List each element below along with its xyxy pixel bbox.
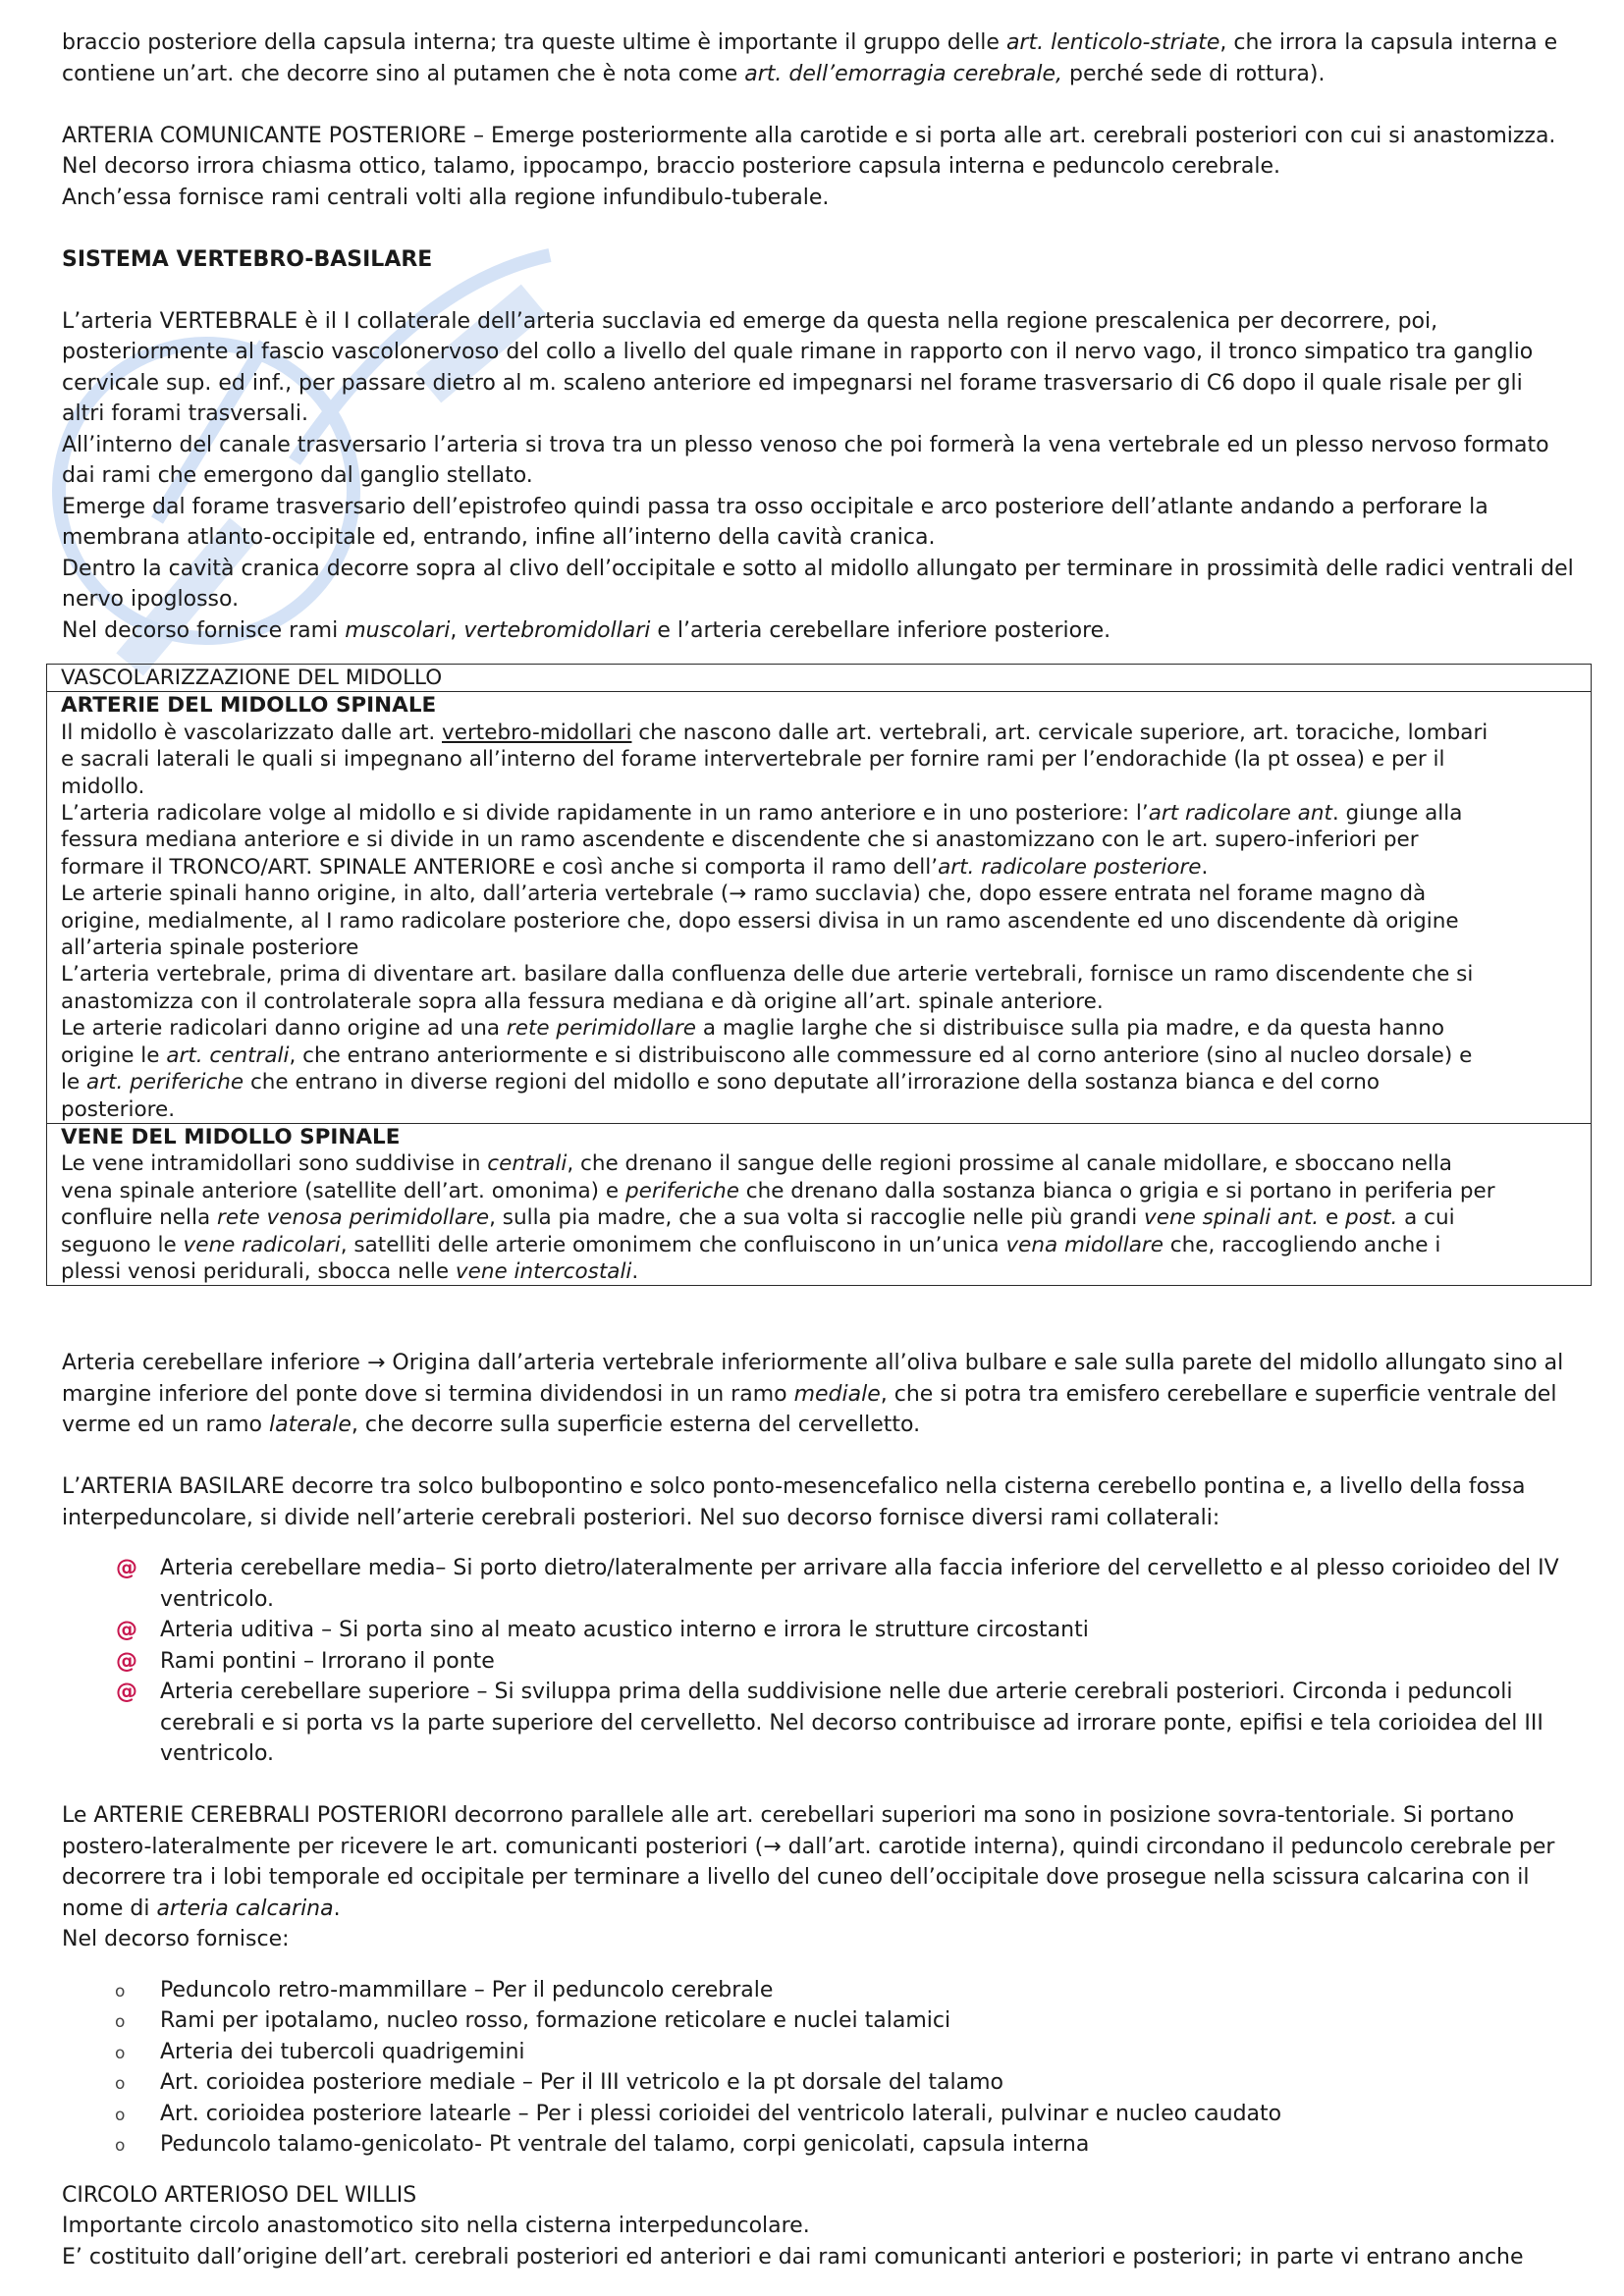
vene-cell — [47, 1123, 1591, 1285]
vertebro-line: Dentro la cavità cranica decorre sopra al clivo dell’occipitale e sotto al midollo allungato per terminare in prossimità delle radici ventrali del — [62, 556, 1574, 581]
posteriori-line: Le ARTERIE CEREBRALI POSTERIORI decorrono parallele alle art. cerebellari superiori ma sono in posizione sovra-tentoriale. Si portano — [62, 1803, 1515, 1829]
table-line: L’arteria radicolare volge al midollo e si divide rapidamente in un ramo anteriore e in uno posteriore: l’art radicolare ant. giunge alla — [61, 801, 1463, 827]
table-line: confluire nella rete venosa perimidollare, sulla pia madre, che a sua volta si raccoglie nelle più grandi vene spinali ant. e post. a cui — [61, 1205, 1455, 1231]
table-line: all’arteria spinale posteriore — [61, 935, 359, 961]
table-line: anastomizza con il controlaterale sopra alla fessura mediana e dà origine all’art. spinale anteriore. — [61, 988, 1104, 1014]
list-item: o Rami per ipotalamo, nucleo rosso, formazione reticolare e nuclei talamici — [62, 2005, 1607, 2037]
intro-line: braccio posteriore della capsula interna; tra queste ultime è importante il gruppo delle art. lenticolo-striate, che irrora la capsula interna e — [62, 30, 1558, 55]
table-title: VASCOLARIZZAZIONE DEL MIDOLLO — [61, 666, 443, 690]
posteriori-bullet-list — [62, 1975, 1607, 2161]
table-line: vena spinale anteriore (satellite dell’art. omonima) e periferiche che drenano dalla sostanza bianca o grigia e si portano in periferia per — [61, 1178, 1495, 1203]
willis-heading: CIRCOLO ARTERIOSO DEL WILLIS — [62, 2182, 417, 2208]
vertebro-line: dai rami che emergono dal ganglio stellato. — [62, 463, 533, 488]
vertebro-line: cervicale sup. ed inf., per passare dietro al m. scaleno anteriore ed impegnarsi nel forame trasversario di C6 dopo il quale risale per gli — [62, 370, 1523, 396]
cerebellare-line: verme ed un ramo laterale, che decorre sulla superficie esterna del cervelletto. — [62, 1413, 921, 1438]
arterie-cell — [47, 691, 1591, 1123]
list-item: o Peduncolo retro-mammillare – Per il peduncolo cerebrale — [62, 1975, 1607, 2006]
comunicante-line: Anch’essa fornisce rami centrali volti alla regione infundibulo-tuberale. — [62, 185, 830, 210]
circle-bullet-icon: o — [115, 1981, 126, 2002]
table-title-cell — [47, 665, 1591, 691]
circle-bullet-icon: o — [115, 2012, 126, 2033]
table-line: origine le art. centrali, che entrano anteriormente e si distribuiscono alle commessure ed al corno anteriore (sino al nucleo dorsale) e — [61, 1042, 1473, 1068]
cerebellare-line: Arteria cerebellare inferiore → Origina dall’arteria vertebrale inferiormente all’oliva bulbare e sale sulla parete del midollo allungato sino al — [62, 1351, 1564, 1376]
arterie-heading: ARTERIE DEL MIDOLLO SPINALE — [61, 693, 437, 719]
comunicante-line: ARTERIA COMUNICANTE POSTERIORE – Emerge posteriormente alla carotide e si porta alle art. cerebrali posteriori con cui si anastomizza. — [62, 123, 1556, 148]
table-line: fessura mediana anteriore e si divide in un ramo ascendente e discendente che si anastomizzano con le art. supero-inferiori per — [61, 828, 1419, 853]
circle-bullet-icon: o — [115, 2136, 126, 2157]
list-item: o Art. corioidea posteriore mediale – Per il III vetricolo e la pt dorsale del talamo — [62, 2067, 1607, 2099]
circle-bullet-icon: o — [115, 2074, 126, 2095]
posteriori-line: decorrere tra i lobi temporale ed occipitale per terminare a livello del cuneo dell’occipitale dove prosegue nella scissura calcarina con il — [62, 1865, 1530, 1891]
list-item: o Peduncolo talamo-genicolato- Pt ventrale del talamo, corpi genicolati, capsula interna — [62, 2129, 1607, 2161]
table-line: Le arterie radicolari danno origine ad una rete perimidollare a maglie larghe che si distribuisce sulla pia madre, e da questa hanno — [61, 1016, 1445, 1041]
vertebro-line: nervo ipoglosso. — [62, 587, 240, 612]
table-line: Il midollo è vascolarizzato dalle art. vertebro-midollari che nascono dalle art. vertebrali, art. cervicale superiore, art. toraciche, lombari — [61, 720, 1489, 745]
posteriori-line: Nel decorso fornisce: — [62, 1927, 290, 1952]
table-line: plessi venosi peridurali, sbocca nelle vene intercostali. — [61, 1258, 639, 1284]
vertebro-line: Nel decorso fornisce rami muscolari, vertebromidollari e l’arteria cerebellare inferiore posteriore. — [62, 617, 1111, 643]
table-line: e sacrali laterali le quali si impegnano all’interno del forame intervertebrale per fornire rami per l’endorachide (la pt ossea) e per il — [61, 747, 1445, 773]
circle-bullet-icon: o — [115, 2105, 126, 2125]
list-item: @ Arteria cerebellare media– Si porto dietro/lateralmente per arrivare alla faccia inferiore del cervelletto e al plesso corioideo del IV ventricolo. — [62, 1553, 1607, 1615]
posteriori-line: nome di arteria calcarina. — [62, 1896, 341, 1921]
vertebro-line: posteriormente al fascio vascolonervoso del collo a livello del quale rimane in rapporto con il nervo vago, il tronco simpatico tra ganglio — [62, 340, 1534, 364]
list-item: o Art. corioidea posteriore latearle – Per i plessi corioidei del ventricolo laterali, pulvinar e nucleo caudato — [62, 2099, 1607, 2130]
posteriori-line: postero-lateralmente per ricevere le art. comunicanti posteriori (→ dall’art. carotide interna), quindi circondano il peduncolo cerebrale per — [62, 1834, 1555, 1859]
basilare-line: L’ARTERIA BASILARE decorre tra solco bulbopontino e solco ponto-mesencefalico nella cisterna cerebello pontina e, a livello della fossa — [62, 1474, 1526, 1500]
table-line: origine, medialmente, al I ramo radicolare posteriore che, dopo essersi divisa in un ramo ascendente ed uno discendente dà origine — [61, 908, 1459, 934]
table-line: le art. periferiche che entrano in diverse regioni del midollo e sono deputate all’irrorazione della sostanza bianca e del corno — [61, 1070, 1380, 1095]
table-line: posteriore. — [61, 1096, 176, 1122]
vertebro-line: All’interno del canale trasversario l’arteria si trova tra un plesso venoso che poi formerà la vena vertebrale ed un plesso nervoso formato — [62, 432, 1549, 457]
at-bullet-icon: @ — [116, 1618, 137, 1643]
list-item: o Arteria dei tubercoli quadrigemini — [62, 2037, 1607, 2068]
midollo-table — [46, 664, 1592, 1286]
vertebro-line: L’arteria VERTEBRALE è il I collaterale dell’arteria succlavia ed emerge da questa nella regione prescalenica per decorrere, poi, — [62, 308, 1438, 334]
at-bullet-icon: @ — [116, 1680, 137, 1705]
table-line: Le arterie spinali hanno origine, in alto, dall’arteria vertebrale (→ ramo succlavia) che, dopo essere entrata nel forame magno dà — [61, 881, 1427, 907]
willis-line: E’ costituito dall’origine dell’art. cerebrali posteriori ed anteriori e dai rami comunicanti anteriori e posteriori; in parte vi entrano anche — [62, 2244, 1524, 2269]
document-page — [62, 27, 1607, 2272]
at-bullet-icon: @ — [116, 1556, 137, 1581]
cerebellare-line: margine inferiore del ponte dove si termina dividendosi in un ramo mediale, che si potra tra emisfero cerebellare e superficie ventrale del — [62, 1381, 1557, 1407]
circle-bullet-icon: o — [115, 2043, 126, 2063]
basilare-line: interpeduncolare, si divide nell’arterie cerebrali posteriori. Nel suo decorso fornisce diversi rami collaterali: — [62, 1505, 1220, 1530]
vertebro-line: membrana atlanto-occipitale ed, entrando, infine all’interno della cavità cranica. — [62, 525, 936, 550]
table-line: Le vene intramidollari sono suddivise in centrali, che drenano il sangue delle regioni prossime al canale midollare, e sboccano nella — [61, 1151, 1452, 1177]
table-line: midollo. — [61, 774, 145, 799]
vertebro-line: altri forami trasversali. — [62, 401, 309, 426]
table-line: formare il TRONCO/ART. SPINALE ANTERIORE e così anche si comporta il ramo dell’art. radicolare posteriore. — [61, 854, 1209, 880]
intro-line: contiene un’art. che decorre sino al putamen che è nota come art. dell’emorragia cerebrale, perché sede di rottura). — [62, 61, 1326, 86]
section-heading: SISTEMA VERTEBRO-BASILARE — [62, 246, 433, 272]
basilare-bullet-list — [62, 1553, 1607, 1770]
comunicante-line: Nel decorso irrora chiasma ottico, talamo, ippocampo, braccio posteriore capsula interna e peduncolo cerebrale. — [62, 154, 1280, 179]
list-item: @ Arteria uditiva – Si porta sino al meato acustico interno e irrora le strutture circostanti — [62, 1615, 1607, 1646]
table-line: seguono le vene radicolari, satelliti delle arterie omonimem che confluiscono in un’unica vena midollare che, raccogliendo anche i — [61, 1232, 1441, 1257]
willis-line: Importante circolo anastomotico sito nella cisterna interpeduncolare. — [62, 2214, 810, 2239]
vertebro-line: Emerge dal forame trasversario dell’epistrofeo quindi passa tra osso occipitale e arco posteriore dell’atlante andando a perforare la — [62, 494, 1489, 519]
at-bullet-icon: @ — [116, 1648, 137, 1674]
list-item: @ Rami pontini – Irrorano il ponte — [62, 1646, 1607, 1678]
table-line: L’arteria vertebrale, prima di diventare art. basilare dalla confluenza delle due arterie vertebrali, fornisce un ramo discendente che si — [61, 962, 1474, 988]
list-item: @ Arteria cerebellare superiore – Si sviluppa prima della suddivisione nelle due arterie cerebrali posteriori. Circonda i peduncoli cerebrali e si porta vs la parte superiore del cervelletto. Nel decorso contribuisce ad irrorare ponte, epifisi e tela corioidea del III ventricolo. — [62, 1677, 1607, 1770]
vene-heading: VENE DEL MIDOLLO SPINALE — [61, 1124, 401, 1149]
